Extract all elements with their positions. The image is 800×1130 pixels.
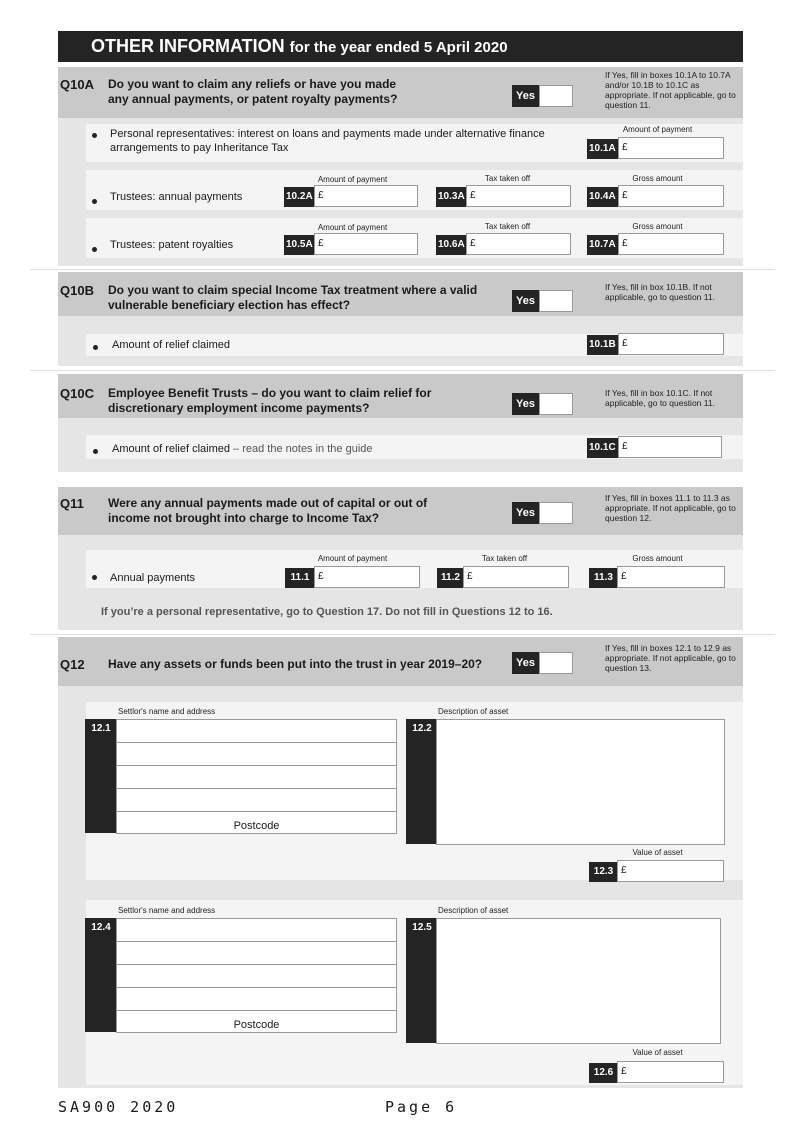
q10c-row-label: Amount of relief claimed – read the notes in the guide <box>112 443 373 455</box>
q10b-yes-checkbox[interactable] <box>539 290 573 312</box>
caption-amount: Amount of payment <box>317 554 388 563</box>
q11-yes-label: Yes <box>512 502 539 524</box>
divider <box>30 370 775 371</box>
q10c-question: Employee Benefit Trusts – do you want to claim relief for discretionary employment income payments? <box>108 386 432 415</box>
q10a-number: Q10A <box>60 77 94 92</box>
q10b-note: If Yes, fill in box 10.1B. If not applicable, go to question 11. <box>605 282 715 302</box>
bullet-icon <box>93 449 98 454</box>
q11-note: If Yes, fill in boxes 11.1 to 11.3 as appropriate. If not applicable, go to question 12. <box>605 493 736 523</box>
box-10-7a-input[interactable]: £ <box>618 233 724 255</box>
form-reference: SA900 2020 <box>58 1098 179 1116</box>
bullet-icon <box>92 575 97 580</box>
q10c-note: If Yes, fill in box 10.1C. If not applicable, go to question 11. <box>605 388 715 408</box>
q12-yes-label: Yes <box>512 652 539 674</box>
q11-instruction: If you’re a personal representative, go to Question 17. Do not fill in Questions 12 to 16. <box>101 606 553 618</box>
q10a-note: If Yes, fill in boxes 10.1A to 10.7A and/or 10.1B to 10.1C as appropriate. If not applicable, go to question 11. <box>605 70 736 110</box>
bullet-icon <box>92 133 97 138</box>
box-11-3-label: 11.3 <box>589 568 618 588</box>
caption-settlor: Settlor's name and address <box>118 906 216 915</box>
box-11-2-input[interactable]: £ <box>463 566 569 588</box>
box-12-2-label: 12.2 <box>406 719 438 844</box>
box-11-1-input[interactable]: £ <box>314 566 420 588</box>
q10b-number: Q10B <box>60 283 94 298</box>
box-12-5-description[interactable] <box>436 918 721 1044</box>
bullet-icon <box>93 345 98 350</box>
address-line <box>117 987 396 988</box>
q10a-question: Do you want to claim any reliefs or have you made any annual payments, or patent royalty payments? <box>108 77 398 106</box>
section-title: OTHER INFORMATION for the year ended 5 April 2020 <box>91 36 508 56</box>
box-12-6-label: 12.6 <box>589 1063 618 1083</box>
box-12-3-label: 12.3 <box>589 862 618 882</box>
caption-amount: Amount of payment <box>317 223 388 232</box>
postcode-label: Postcode <box>233 820 280 832</box>
box-10-1a-label: 10.1A <box>587 139 618 159</box>
q10c-yes-label: Yes <box>512 393 539 415</box>
box-12-3-input[interactable]: £ <box>617 860 724 882</box>
q11-question: Were any annual payments made out of capital or out of income not brought into charge to Income Tax? <box>108 496 428 525</box>
box-11-1-label: 11.1 <box>285 568 315 588</box>
box-10-2a-input[interactable]: £ <box>314 185 418 207</box>
box-10-2a-label: 10.2A <box>284 187 315 207</box>
box-12-2-description[interactable] <box>436 719 725 845</box>
box-12-4-settlor-address[interactable] <box>116 918 397 1033</box>
q12-question: Have any assets or funds been put into the trust in year 2019–20? <box>108 657 483 671</box>
q10a-yes-label: Yes <box>512 85 539 107</box>
q11-row-label: Annual payments <box>110 572 195 584</box>
box-10-7a-label: 10.7A <box>587 235 618 255</box>
box-10-6a-label: 10.6A <box>436 235 467 255</box>
box-10-4a-input[interactable]: £ <box>618 185 724 207</box>
caption-tax: Tax taken off <box>484 174 531 183</box>
address-line <box>117 964 396 965</box>
box-10-1b-label: 10.1B <box>587 335 618 355</box>
caption-amount: Amount of payment <box>317 175 388 184</box>
postcode-label: Postcode <box>233 1019 280 1031</box>
bullet-icon <box>92 247 97 252</box>
q12-number: Q12 <box>60 657 85 672</box>
divider <box>30 269 775 270</box>
q12-note: If Yes, fill in boxes 12.1 to 12.9 as appropriate. If not applicable, go to question 13. <box>605 643 736 673</box>
caption-tax: Tax taken off <box>481 554 528 563</box>
box-10-3a-input[interactable]: £ <box>466 185 571 207</box>
caption-description: Description of asset <box>438 707 509 716</box>
box-10-5a-label: 10.5A <box>284 235 315 255</box>
box-10-1a-input[interactable]: £ <box>618 137 724 159</box>
box-10-1b-input[interactable]: £ <box>618 333 724 355</box>
address-line <box>117 1010 396 1011</box>
box-10-3a-label: 10.3A <box>436 187 467 207</box>
q10a-row2-label: Trustees: annual payments <box>110 191 243 203</box>
divider <box>30 634 775 635</box>
box-10-4a-label: 10.4A <box>587 187 618 207</box>
address-line <box>117 941 396 942</box>
box-10-1c-input[interactable]: £ <box>618 436 722 458</box>
q11-number: Q11 <box>60 496 84 511</box>
q10c-yes-checkbox[interactable] <box>539 393 573 415</box>
box-11-2-label: 11.2 <box>437 568 464 588</box>
page-number: Page 6 <box>385 1098 458 1116</box>
box-12-6-input[interactable]: £ <box>617 1061 724 1083</box>
q10b-question: Do you want to claim special Income Tax treatment where a valid vulnerable beneficiary election has effect? <box>108 283 478 312</box>
box-10-5a-input[interactable]: £ <box>314 233 418 255</box>
caption-gross: Gross amount <box>632 174 683 183</box>
caption-value: Value of asset <box>632 1048 683 1057</box>
caption-value: Value of asset <box>632 848 683 857</box>
address-line <box>117 765 396 766</box>
caption-tax: Tax taken off <box>484 222 531 231</box>
q11-yes-checkbox[interactable] <box>539 502 573 524</box>
caption-gross: Gross amount <box>632 222 683 231</box>
q10a-yes-checkbox[interactable] <box>539 85 573 107</box>
section-header <box>58 31 743 62</box>
box-12-1-settlor-address[interactable] <box>116 719 397 834</box>
q10a-row1-label: Personal representatives: interest on loans and payments made under alternative finance arrangements to pay Inheritance Tax <box>110 128 545 154</box>
caption-gross: Gross amount <box>632 554 683 563</box>
box-10-6a-input[interactable]: £ <box>466 233 571 255</box>
address-line <box>117 742 396 743</box>
address-line <box>117 788 396 789</box>
caption-settlor: Settlor's name and address <box>118 707 216 716</box>
box-11-3-input[interactable]: £ <box>617 566 725 588</box>
bullet-icon <box>92 199 97 204</box>
caption-amount: Amount of payment <box>622 125 693 134</box>
q10a-row3-label: Trustees: patent royalties <box>110 239 234 251</box>
box-12-1-label: 12.1 <box>85 719 117 833</box>
caption-description: Description of asset <box>438 906 509 915</box>
q12-yes-checkbox[interactable] <box>539 652 573 674</box>
box-10-1c-label: 10.1C <box>587 438 618 458</box>
address-line <box>117 811 396 812</box>
q10b-yes-label: Yes <box>512 290 539 312</box>
box-12-5-label: 12.5 <box>406 918 438 1043</box>
q10c-number: Q10C <box>60 386 94 401</box>
q10b-row-label: Amount of relief claimed <box>112 339 230 351</box>
box-12-4-label: 12.4 <box>85 918 117 1032</box>
